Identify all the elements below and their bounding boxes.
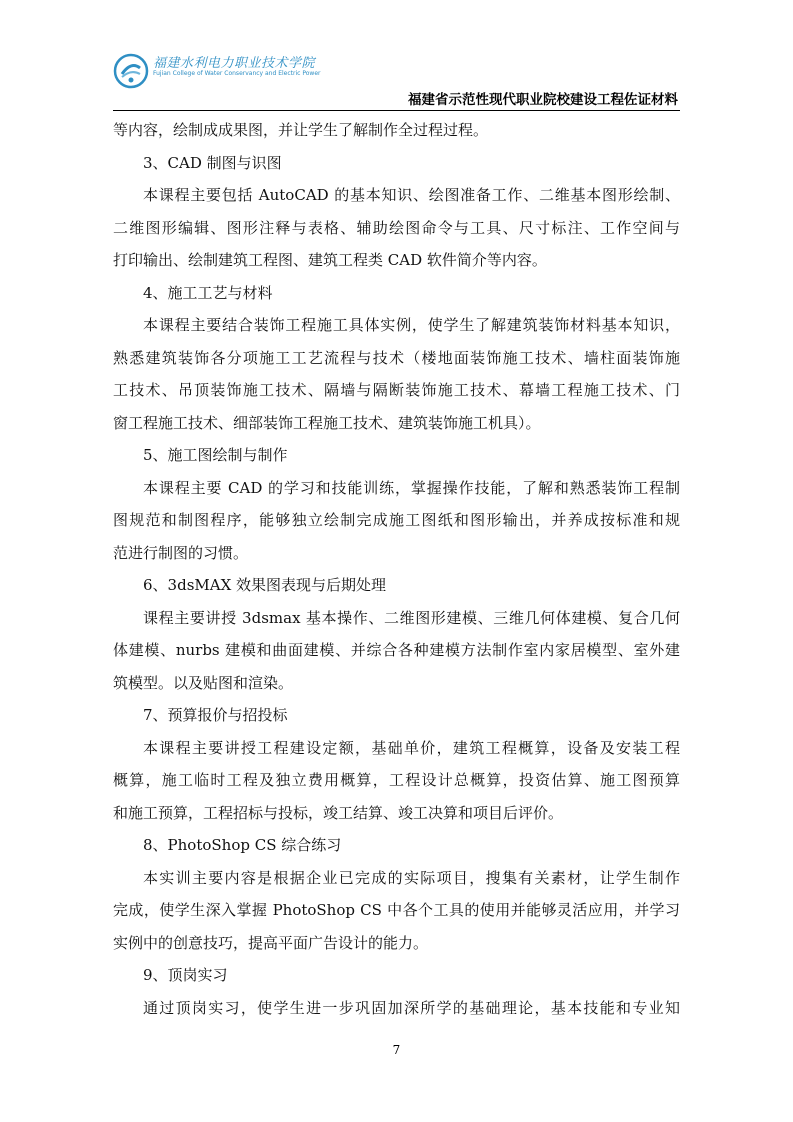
section-heading: 6、3dsMAX 效果图表现与后期处理	[143, 576, 387, 594]
header-title: 福建省示范性现代职业院校建设工程佐证材料	[408, 92, 678, 108]
section-heading: 7、预算报价与招投标	[143, 706, 288, 724]
paragraph-line: 本实训主要内容是根据企业已完成的实际项目，搜集有关素材，让学生制作	[143, 868, 680, 887]
paragraph-line: 课程主要讲授 3dsmax 基本操作、二维图形建模、三维几何体建模、复合几何	[143, 608, 680, 627]
paragraph-line: 和施工预算，工程招标与投标，竣工结算、竣工决算和项目后评价。	[113, 803, 564, 822]
college-emblem-icon	[113, 53, 149, 89]
paragraph-line: 二维图形编辑、图形注释与表格、辅助绘图命令与工具、尺寸标注、工作空间与	[113, 218, 680, 237]
paragraph-line: 窗工程施工技术、细部装饰工程施工技术、建筑装饰施工机具）。	[113, 413, 541, 432]
paragraph-line: 打印输出、绘制建筑工程图、建筑工程类 CAD 软件简介等内容。	[113, 251, 547, 269]
college-logo	[113, 50, 321, 92]
paragraph-line: 本课程主要 CAD 的学习和技能训练，掌握操作技能，了解和熟悉装饰工程制	[143, 478, 680, 497]
paragraph-line: 筑模型。以及贴图和渲染。	[113, 673, 294, 692]
paragraph-line: 熟悉建筑装饰各分项施工工艺流程与技术（楼地面装饰施工技术、墙柱面装饰施	[113, 348, 680, 367]
paragraph-line: 等内容，绘制成成果图，并让学生了解制作全过程过程。	[113, 121, 489, 139]
paragraph-line: 图规范和制图程序，能够独立绘制完成施工图纸和图形输出，并养成按标准和规	[113, 511, 680, 529]
paragraph-line: 范进行制图的习惯。	[113, 543, 249, 562]
document-body	[113, 114, 680, 1024]
paragraph-line: 完成，使学生深入掌握 PhotoShop CS 中各个工具的使用并能够灵活应用，并学习	[113, 901, 680, 919]
paragraph-line: 概算，施工临时工程及独立费用概算，工程设计总概算，投资估算、施工图预算	[113, 771, 680, 789]
paragraph-line: 工技术、吊顶装饰施工技术、隔墙与隔断装饰施工技术、幕墙工程施工技术、门	[113, 381, 680, 399]
header-divider	[113, 110, 680, 111]
paragraph-line: 体建模、nurbs 建模和曲面建模、并综合各种建模方法制作室内家居模型、室外建	[113, 641, 680, 659]
page-number: 7	[392, 1043, 401, 1057]
section-heading: 3、CAD 制图与识图	[143, 153, 282, 172]
logo-text: 福建水利电力职业技术学院	[153, 56, 316, 71]
paragraph-line: 实例中的创意技巧，提高平面广告设计的能力。	[113, 933, 429, 952]
paragraph-line: 本课程主要讲授工程建设定额，基础单价，建筑工程概算，设备及安装工程	[143, 738, 680, 757]
paragraph-line: 本课程主要包括 AutoCAD 的基本知识、绘图准备工作、二维基本图形绘制、	[143, 186, 680, 204]
section-heading: 4、施工工艺与材料	[143, 283, 273, 302]
section-heading: 5、施工图绘制与制作	[143, 446, 288, 464]
logo-subtitle: Fujian College of Water Conservancy and Electric Power	[153, 70, 321, 77]
section-heading: 8、PhotoShop CS 综合练习	[143, 836, 342, 854]
paragraph-line: 本课程主要结合装饰工程施工具体实例，使学生了解建筑装饰材料基本知识，	[143, 316, 680, 334]
section-heading: 9、顶岗实习	[143, 966, 228, 984]
paragraph-line: 通过顶岗实习，使学生进一步巩固加深所学的基础理论，基本技能和专业知	[143, 998, 680, 1017]
